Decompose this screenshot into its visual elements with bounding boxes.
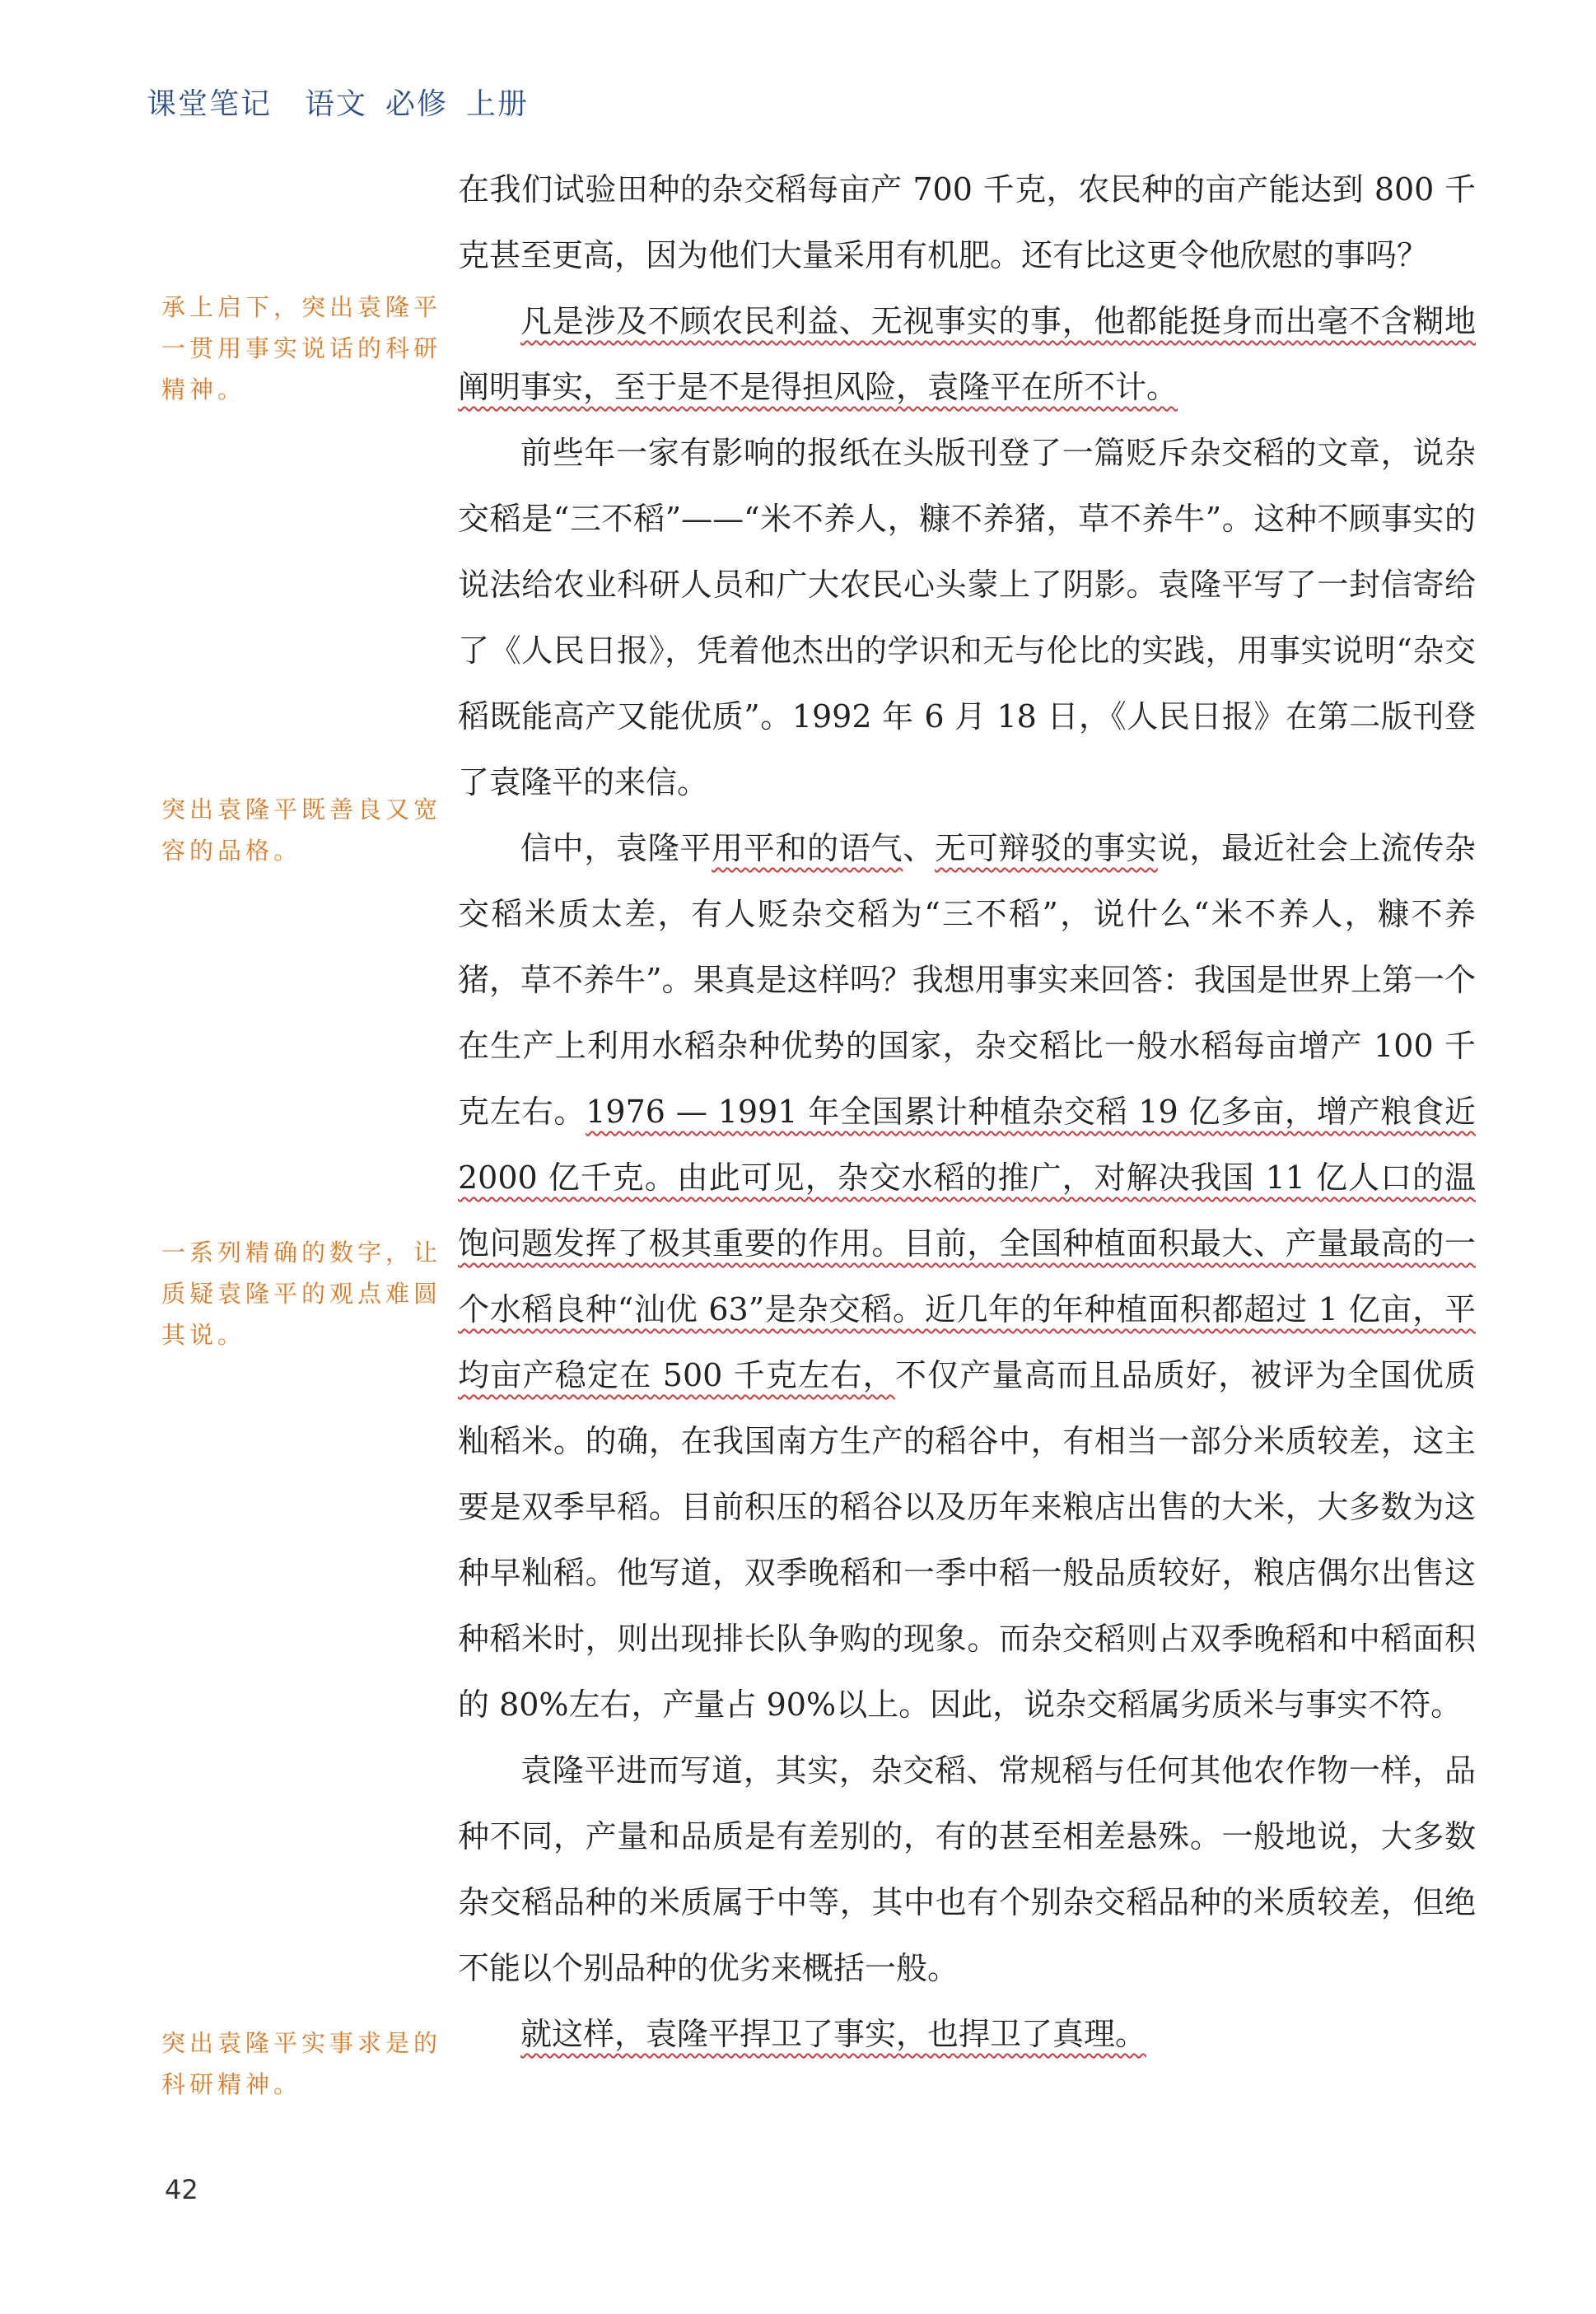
underlined-text: 无可辩驳的事实 <box>934 830 1158 866</box>
paragraph-4 <box>458 815 1476 1738</box>
underlined-text: 1976 — 1991 年全国累计种植杂交稻 19 亿多亩，增产粮食近 2000 亿千克。由此可见，杂交水稻的推广，对解决我国 11 亿人口的温饱问题发挥了极其重要的作用。目前，全国种植面积最大、产量最高的一个水稻良种“汕优 63”是杂交稻。近几年的年种植面积都超过 1 亿亩，平均亩产稳定在 500 千克左右， <box>458 1094 1476 1393</box>
margin-note-4: 突出袁隆平实事求是的科研精神。 <box>161 2029 442 2098</box>
running-header <box>147 81 562 123</box>
underlined-text: 凡是涉及不顾农民利益、无视事实的事，他都能挺身而出毫不含糊地阐明事实，至于是不是得担风险，袁隆平在所不计。 <box>458 303 1476 405</box>
paragraph-5: 袁隆平进而写道，其实，杂交稻、常规稻与任何其他农作物一样，品种不同，产量和品质是有差别的，有的甚至相差悬殊。一般地说，大多数杂交稻品种的米质属于中等，其中也有个别杂交稻品种的米质较差，但绝不能以个别品种的优劣来概括一般。 <box>458 1752 1476 1986</box>
underlined-text: 用平和的语气 <box>712 830 903 866</box>
paragraph-2 <box>458 288 1476 420</box>
text-run: 不仅产量高而且品质好，被评为全国优质籼稻米。的确，在我国南方生产的稻谷中，有相当一部分米质较差，这主要是双季早稻。目前积压的稻谷以及历年来粮店出售的大米，大多数为这种早籼稻。他写道，双季晚稻和一季中稻一般品质较好，粮店偶尔出售这种稻米时，则出现排长队争购的现象。而杂交稻则占双季晚稻和中稻面积的 80%左右，产量占 90%以上。因此，说杂交稻属劣质米与事实不符。 <box>458 1357 1476 1723</box>
header-volume: 必修 <box>385 87 449 121</box>
margin-note-1: 承上启下，突出袁隆平一贯用事实说话的科研精神。 <box>161 293 442 404</box>
margin-note-3: 一系列精确的数字，让质疑袁隆平的观点难圆其说。 <box>161 1239 442 1349</box>
paragraph-3: 前些年一家有影响的报纸在头版刊登了一篇贬斥杂交稻的文章，说杂交稻是“三不稻”——“米不养人，糠不养猪，草不养牛”。这种不顾事实的说法给农业科研人员和广大农民心头蒙上了阴影。袁隆平写了一封信寄给了《人民日报》，凭着他杰出的学识和无与伦比的实践，用事实说明“杂交稻既能高产又能优质”。1992 年 6 月 18 日，《人民日报》在第二版刊登了袁隆平的来信。 <box>458 435 1476 800</box>
header-part: 上册 <box>466 87 530 121</box>
header-book: 课堂笔记 <box>147 87 273 121</box>
text-run: 、 <box>903 830 935 866</box>
margin-note-2: 突出袁隆平既善良又宽容的品格。 <box>161 795 442 865</box>
underlined-text: 就这样，袁隆平捍卫了事实，也捍卫了真理。 <box>520 2016 1147 2052</box>
text-run: 说，最近社会上流传杂交稻米质太差，有人贬杂交稻为“三不稻”，说什么“米不养人，糠不养猪，草不养牛”。果真是这样吗？我想用事实来回答：我国是世界上第一个在生产上利用水稻杂种优势的国家，杂交稻比一般水稻每亩增产 100 千克左右。 <box>458 830 1476 1130</box>
page-number: 42 <box>165 2174 198 2205</box>
paragraph-1: 在我们试验田种的杂交稻每亩产 700 千克，农民种的亩产能达到 800 千克甚至更高，因为他们大量采用有机肥。还有比这更令他欣慰的事吗？ <box>458 171 1476 273</box>
header-subject: 语文 <box>305 87 368 121</box>
text-run: 信中，袁隆平 <box>520 830 712 866</box>
paragraph-6 <box>458 2001 1476 2067</box>
body-text <box>458 156 1476 2067</box>
